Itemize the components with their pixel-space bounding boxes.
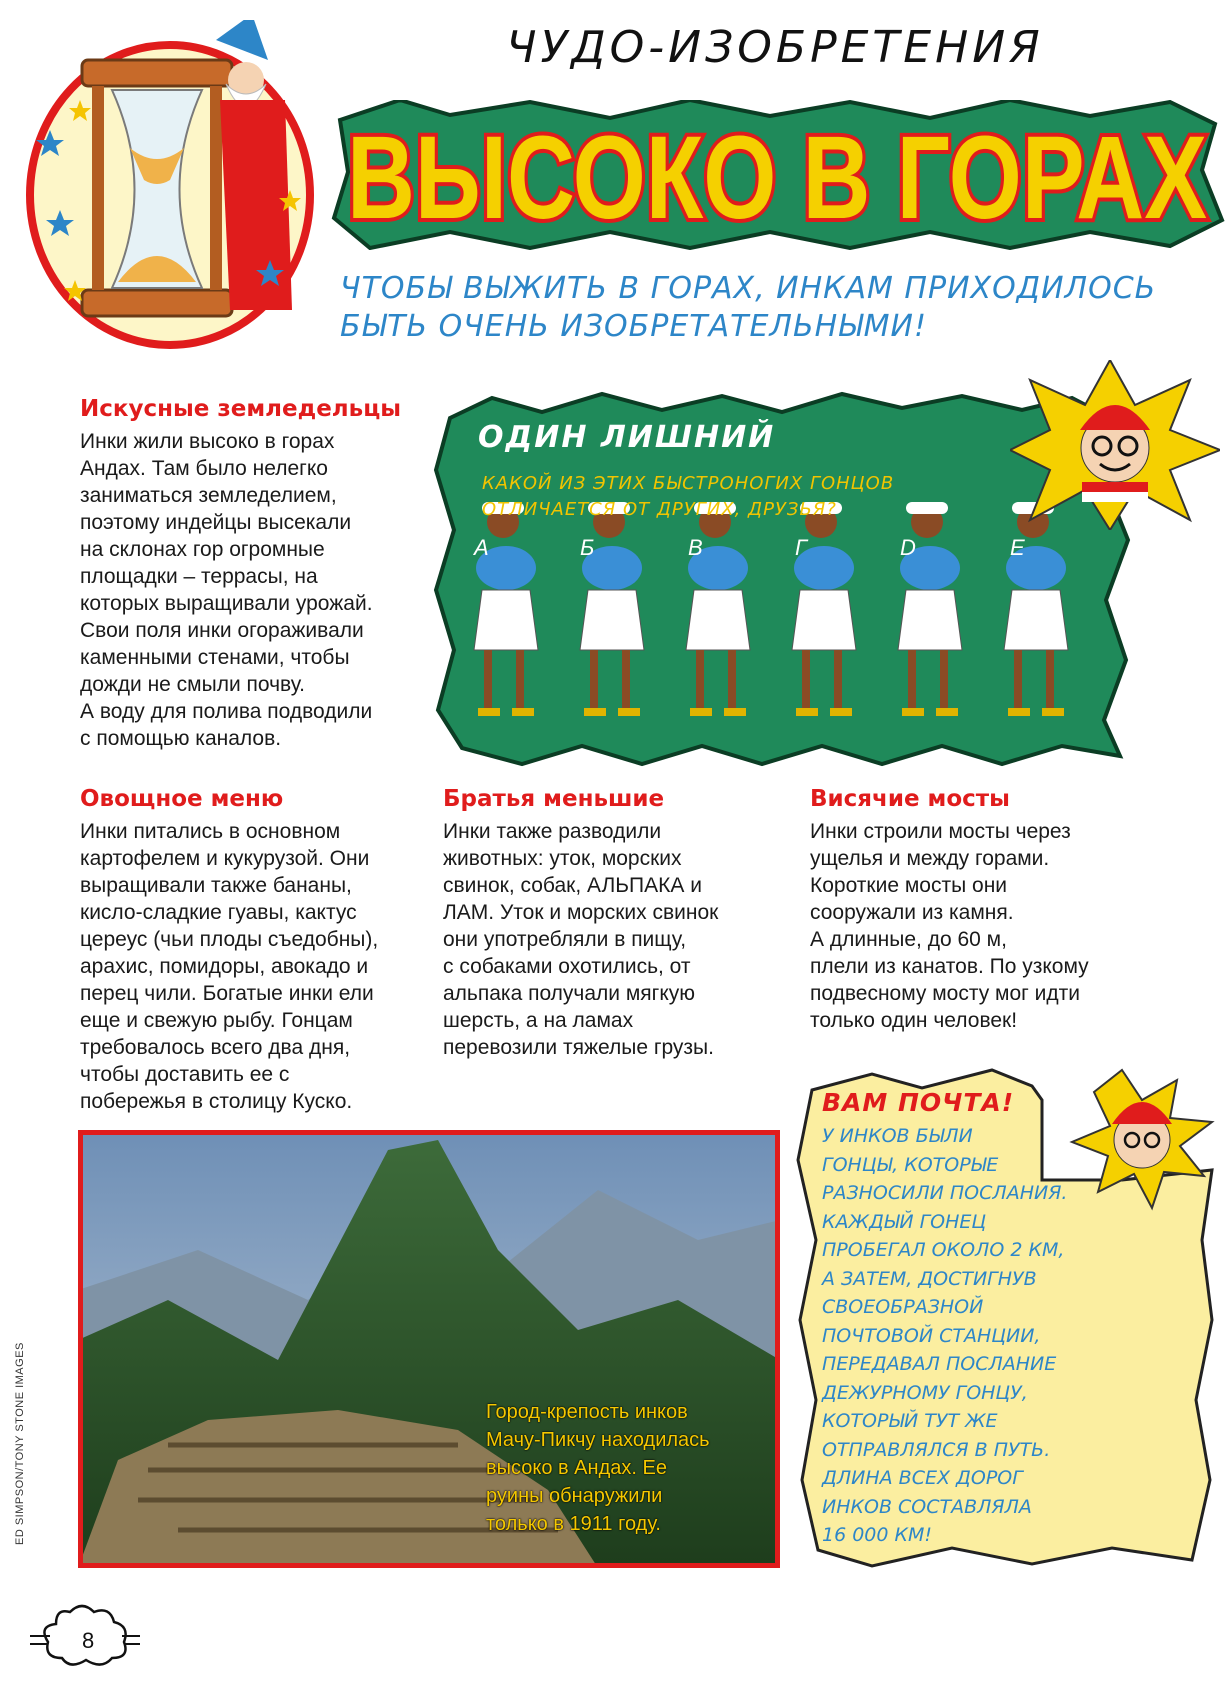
body-line: кисло-сладкие гуавы, кактус [80, 901, 357, 924]
mail-line: ПРОБЕГАЛ ОКОЛО 2 КМ, [822, 1239, 1065, 1261]
mail-line: А ЗАТЕМ, ДОСТИГНУВ [822, 1267, 1037, 1290]
body-line: Короткие мосты они [810, 874, 1008, 897]
puzzle-question [482, 471, 982, 523]
body-line: поэтому индейцы высекали [80, 511, 352, 534]
mail-line: РАЗНОСИЛИ ПОСЛАНИЯ. [822, 1182, 1068, 1204]
mail-line: ПЕРЕДАВАЛ ПОСЛАНИЕ [822, 1353, 1057, 1375]
body-line: Инки также разводили [443, 820, 662, 843]
section-menu [80, 786, 425, 1115]
body-line: сооружали из камня. [810, 901, 1014, 924]
body-line: арахис, помидоры, авокадо и [80, 955, 369, 978]
body-line: каменными стенами, чтобы [80, 646, 350, 669]
runner-label-a[interactable]: А [474, 535, 489, 560]
puzzle-title: ОДИН ЛИШНИЙ [478, 420, 776, 455]
mail-line: ГОНЦЫ, КОТОРЫЕ [822, 1153, 999, 1176]
caption-line: только в 1911 году. [486, 1513, 661, 1535]
hourglass-wizard-illustration [20, 20, 320, 350]
section-body [810, 818, 1155, 1034]
section-farmers [80, 396, 425, 752]
subtitle-line: ЧТОБЫ ВЫЖИТЬ В ГОРАХ, ИНКАМ ПРИХОДИЛОСЬ [340, 271, 1157, 306]
body-line: требовалось всего два дня, [80, 1036, 351, 1059]
body-line: Инки жили высоко в горах [80, 430, 335, 453]
body-line: ущелья и между горами. [810, 847, 1050, 870]
mail-line: ДЛИНА ВСЕХ ДОРОГ [822, 1467, 1023, 1489]
body-line: подвесному мосту мог идти [810, 982, 1080, 1005]
caption-line: высоко в Андах. Ее [486, 1457, 667, 1479]
mail-body [822, 1122, 1122, 1550]
section-heading: Искусные земледельцы [80, 396, 402, 422]
body-line: перец чили. Богатые инки ели [80, 982, 374, 1005]
body-line: ЛАМ. Уток и морских свинок [443, 901, 719, 924]
body-line: на склонах гор огромные [80, 538, 325, 561]
body-line: плели из канатов. По узкому [810, 955, 1089, 978]
runner-label-v[interactable]: В [688, 535, 703, 560]
section-body [443, 818, 788, 1061]
section-animals [443, 786, 788, 1061]
body-line: чтобы доставить ее с [80, 1063, 290, 1086]
mail-title: ВАМ ПОЧТА! [822, 1088, 1015, 1117]
runner-label-e[interactable]: Е [1010, 535, 1025, 560]
section-heading: Висячие мосты [810, 786, 1010, 812]
body-line: Андах. Там было нелегко [80, 457, 328, 480]
runner-label-b[interactable]: Б [580, 535, 595, 560]
body-line: площадки – террасы, на [80, 565, 318, 588]
section-rubric: ЧУДО-ИЗОБРЕТЕНИЯ [506, 22, 1044, 73]
body-line: А длинные, до 60 м, [810, 928, 1007, 951]
body-line: выращивали также бананы, [80, 874, 352, 897]
caption-line: руины обнаружили [486, 1485, 663, 1507]
photo-caption [486, 1398, 766, 1538]
mail-line: ИНКОВ СОСТАВЛЯЛА [822, 1495, 1032, 1518]
mail-line: КОТОРЫЙ ТУТ ЖЕ [822, 1410, 998, 1432]
section-heading: Братья меньшие [443, 786, 665, 812]
mail-line: ОТПРАВЛЯЛСЯ В ПУТЬ. [822, 1438, 1051, 1461]
subtitle-line: БЫТЬ ОЧЕНЬ ИЗОБРЕТАТЕЛЬНЫМИ! [340, 309, 928, 344]
puzzle-question-line: ОТЛИЧАЕТСЯ ОТ ДРУГИХ, ДРУЗЬЯ? [482, 499, 837, 520]
page-title: ВЫСОКО В ГОРАХ [347, 112, 1207, 244]
body-line: еще и свежую рыбу. Гонцам [80, 1009, 353, 1032]
body-line: с помощью каналов. [80, 727, 282, 750]
photo-credit: ED SIMPSON/TONY STONE IMAGES [14, 1342, 26, 1545]
caption-line: Мачу-Пикчу находилась [486, 1429, 710, 1451]
body-line: дожди не смыли почву. [80, 673, 305, 696]
wally-avatar-badge [1010, 360, 1220, 530]
body-line: заниматься земледелием, [80, 484, 337, 507]
body-line: животных: уток, морских [443, 847, 682, 870]
body-line: Инки питались в основном [80, 820, 341, 843]
mail-line: СВОЕОБРАЗНОЙ [822, 1296, 984, 1318]
runner-label-d[interactable]: D [900, 535, 916, 560]
body-line: Свои поля инки огораживали [80, 619, 364, 642]
body-line: шерсть, а на ламах [443, 1009, 634, 1032]
section-heading: Овощное меню [80, 786, 284, 812]
body-line: побережья в столицу Куско. [80, 1090, 353, 1113]
body-line: А воду для полива подводили [80, 700, 373, 723]
caption-line: Город-крепость инков [486, 1401, 688, 1423]
body-line: они употребляли в пищу, [443, 928, 687, 951]
body-line: свинок, собак, АЛЬПАКА и [443, 874, 702, 897]
body-line: с собаками охотились, от [443, 955, 691, 978]
mail-line: 16 000 КМ! [822, 1524, 933, 1546]
mail-line: У ИНКОВ БЫЛИ [822, 1125, 973, 1147]
mail-line: ДЕЖУРНОМУ ГОНЦУ, [822, 1381, 1028, 1404]
runner-label-g[interactable]: Г [795, 535, 807, 560]
section-body [80, 818, 425, 1115]
body-line: которых выращивали урожай. [80, 592, 373, 615]
page-title-banner [330, 100, 1225, 250]
mail-line: ПОЧТОВОЙ СТАНЦИИ, [822, 1324, 1041, 1347]
page-number: 8 [82, 1628, 95, 1653]
page-subtitle [340, 270, 1160, 346]
body-line: альпака получали мягкую [443, 982, 696, 1005]
puzzle-question-line: КАКОЙ ИЗ ЭТИХ БЫСТРОНОГИХ ГОНЦОВ [482, 473, 895, 494]
mail-line: КАЖДЫЙ ГОНЕЦ [822, 1210, 987, 1233]
section-body [80, 428, 425, 752]
body-line: перевозили тяжелые грузы. [443, 1036, 714, 1059]
body-line: только один человек! [810, 1009, 1018, 1032]
body-line: картофелем и кукурузой. Они [80, 847, 370, 870]
section-bridges [810, 786, 1155, 1034]
body-line: цереус (чьи плоды съедобны), [80, 928, 379, 951]
body-line: Инки строили мосты через [810, 820, 1071, 843]
